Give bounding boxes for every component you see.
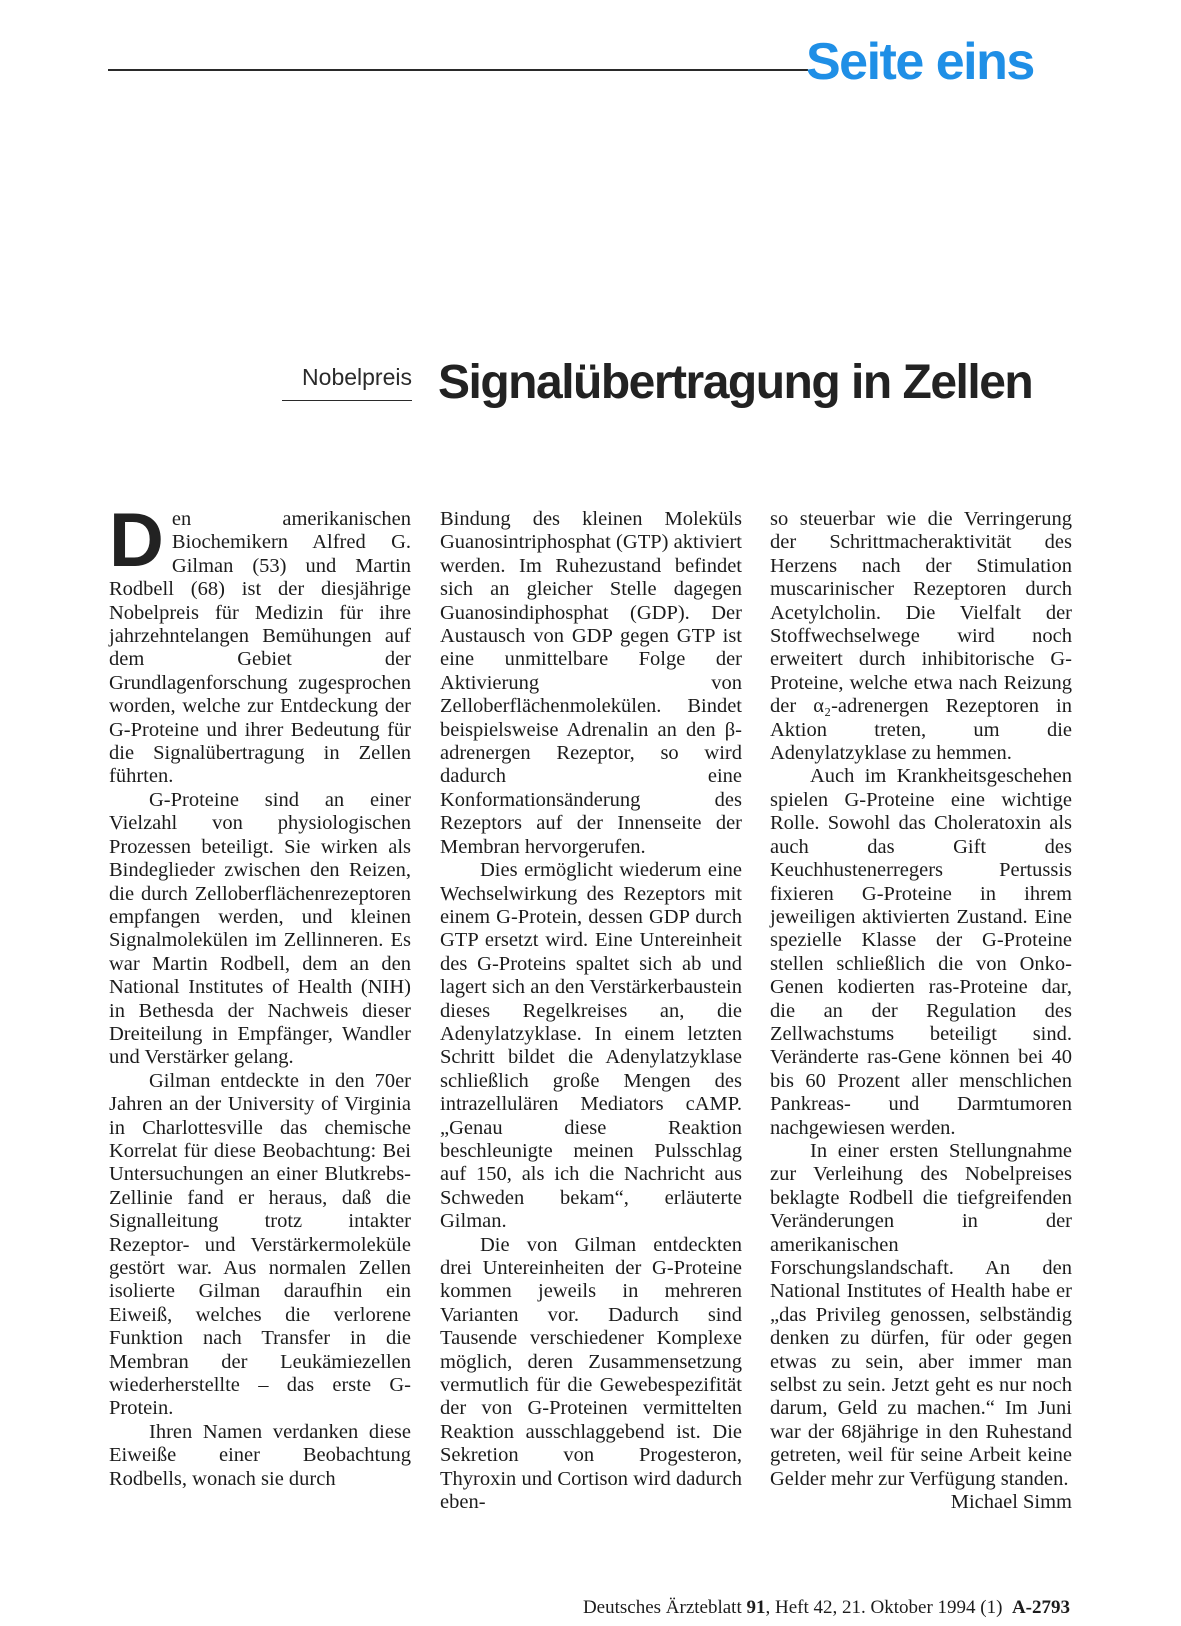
- author-byline: Michael Simm: [950, 1491, 1072, 1514]
- page-footer: [540, 1598, 1070, 1617]
- article-column-3: [770, 508, 1072, 1514]
- article-headline: Signalübertragung in Zellen: [438, 356, 1033, 409]
- paragraph-text: en amerikanischen Biochemikern Alfred G. Gilman (53) und Martin Rodbell (68) ist der diesjährige Nobelpreis für Medizin für ihre jahrzehntelangen Bemühungen auf dem Gebiet der Grundlagenforschung zugesprochen worden, welche zur Entdeckung der G-Proteine und ihrer Bedeutung für die Signalübertragung in Zellen führten.: [109, 508, 411, 788]
- paragraph: [109, 498, 411, 789]
- issue-date: , Heft 42, 21. Oktober 1994 (1): [765, 1597, 1003, 1618]
- section-title: Seite eins: [806, 33, 1034, 91]
- article-column-1: [109, 498, 411, 1491]
- paragraph: so steuerbar wie die Verringerung der Schrittmacheraktivität des Herzens nach der Stimulation muscarinischer Rezeptoren durch Acetylcholin. Die Vielfalt der Stoffwechselwege wird noch erweitert durch inhibitorische G-Proteine, welche etwa nach Reizung der α₂-adrenergen Rezeptoren in Aktion treten, um die Adenylatzyklase zu hemmen.: [770, 508, 1072, 765]
- article-column-2: [440, 508, 742, 1514]
- journal-name: Deutsches Ärzteblatt: [582, 1597, 742, 1618]
- paragraph: Ihren Namen verdanken diese Eiweiße einer Beobachtung Rodbells, wonach sie durch: [109, 1420, 411, 1490]
- paragraph: Die von Gilman entdeckten drei Untereinheiten der G-Proteine kommen jeweils in mehreren Varianten vor. Dadurch sind Tausende verschiedener Komplexe möglich, deren Zusammensetzung vermutlich für die Gewebespezifität der von G-Proteinen vermittelten Reaktion ausschlaggebend ist. Die Sekretion von Progesteron, Thyroxin und Cortison wird dadurch eben-: [440, 1233, 742, 1514]
- paragraph: In einer ersten Stellungnahme zur Verleihung des Nobelpreises beklagte Rodbell die tiefgreifenden Veränderungen in der amerikanischen Forschungslandschaft. An den National Institutes of Health habe er „das Privileg genossen, selbständig denken zu dürfen, für oder gegen etwas zu sein, aber immer man selbst zu sein. Jetzt geht es nur noch darum, Geld zu machen.“ Im Juni war der 68jährige in den Ruhestand getreten, weil für seine Arbeit keine Gelder mehr zur Verfügung standen.: [770, 1139, 1072, 1490]
- paragraph: Bindung des kleinen Moleküls Guanosintriphosphat (GTP) aktiviert werden. Im Ruhezustand befindet sich an gleicher Stelle dagegen Guanosindiphosphat (GDP). Der Austausch von GDP gegen GTP ist eine unmittelbare Folge der Aktivierung von Zelloberflächenmolekülen. Bindet beispielsweise Adrenalin an den β-adrenergen Rezeptor, so wird dadurch eine Konformationsänderung des Rezeptors auf der Innenseite der Membran hervorgerufen.: [440, 508, 742, 858]
- page-number: A-2793: [1011, 1597, 1070, 1618]
- drop-cap: D: [109, 498, 164, 583]
- header-rule: [108, 69, 808, 71]
- paragraph: Auch im Krankheitsgeschehen spielen G-Proteine eine wichtige Rolle. Sowohl das Choleratoxin als auch das Gift des Keuchhustenerregers Pertussis fixieren G-Proteine in ihrem jeweiligen aktivierten Zustand. Eine spezielle Klasse der G-Proteine stellen schließlich die von Onko-Genen kodierten ras-Proteine dar, die an der Regulation des Zellwachstums beteiligt sind. Veränderte ras-Gene können bei 40 bis 60 Prozent aller menschlichen Pankreas- und Darmtumoren nachgewiesen werden.: [770, 765, 1072, 1139]
- paragraph: Dies ermöglicht wiederum eine Wechselwirkung des Rezeptors mit einem G-Protein, dessen GDP durch GTP ersetzt wird. Eine Untereinheit des G-Proteins spaltet sich ab und lagert sich an den Verstärkerbaustein dieses Regelkreises an, die Adenylatzyklase. In einem letzten Schritt bildet die Adenylatzyklase schließlich große Mengen des intrazellulären Mediators cAMP. „Genau diese Reaktion beschleunigte meinen Pulsschlag auf 150, als ich die Nachricht aus Schweden bekam“, erläuterte Gilman.: [440, 859, 742, 1233]
- volume-number: 91: [746, 1597, 766, 1618]
- paragraph: Gilman entdeckte in den 70er Jahren an der University of Virginia in Charlottesville das chemische Korrelat für diese Beobachtung: Bei Untersuchungen an einer Blutkrebs-Zellinie fand er heraus, daß die Signalleitung trotz intakter Rezeptor- und Verstärkermoleküle gestört war. Aus normalen Zellen isolierte Gilman daraufhin ein Eiweiß, welches die verlorene Funktion nach Transfer in die Membran der Leukämiezellen wiederherstellte – das erste G-Protein.: [109, 1069, 411, 1420]
- kicker-underline: [282, 400, 412, 401]
- article-kicker: Nobelpreis: [302, 364, 412, 390]
- paragraph: G-Proteine sind an einer Vielzahl von physiologischen Prozessen beteiligt. Sie wirken als Bindeglieder zwischen den Reizen, die durch Zelloberflächenrezeptoren empfangen werden, und kleinen Signalmolekülen im Zellinneren. Es war Martin Rodbell, dem an den National Institutes of Health (NIH) in Bethesda der Nachweis dieser Dreiteilung in Empfänger, Wandler und Verstärker gelang.: [109, 788, 411, 1069]
